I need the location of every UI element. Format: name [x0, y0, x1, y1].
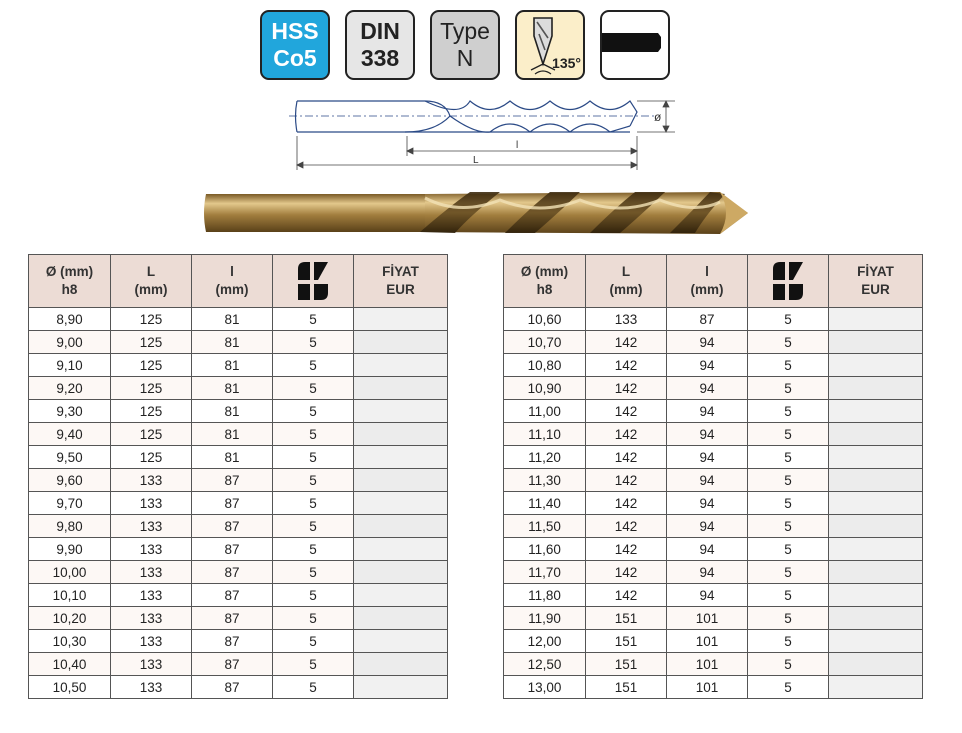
- table-row: [504, 561, 923, 584]
- diameter-cell: 9,30: [29, 400, 111, 423]
- flute-length-cell: 81: [192, 354, 273, 377]
- price-cell: [354, 607, 448, 630]
- diameter-cell: 11,80: [504, 584, 586, 607]
- package-quantity-cell: 5: [273, 561, 354, 584]
- price-cell: [354, 308, 448, 331]
- diameter-dimension-label: ø: [654, 110, 662, 124]
- package-quantity-cell: 5: [748, 561, 829, 584]
- diameter-cell: 11,50: [504, 515, 586, 538]
- diameter-column-header: [29, 255, 111, 308]
- cylindrical-shank-badge: [600, 10, 670, 80]
- flute-length-cell: 94: [667, 584, 748, 607]
- flute-length-cell: 94: [667, 423, 748, 446]
- point-angle-badge: [515, 10, 585, 80]
- drill-sizes-table-right: [503, 254, 923, 699]
- price-cell: [829, 492, 923, 515]
- total-length-cell: 125: [111, 423, 192, 446]
- flute-length-cell: 87: [192, 561, 273, 584]
- flute-length-cell: 94: [667, 446, 748, 469]
- diameter-cell: 9,10: [29, 354, 111, 377]
- package-quantity-cell: 5: [273, 423, 354, 446]
- price-header-line1: FİYAT: [857, 264, 894, 279]
- price-cell: [354, 676, 448, 699]
- package-quantity-cell: 5: [273, 538, 354, 561]
- package-quantity-cell: 5: [273, 607, 354, 630]
- flute-length-cell: 94: [667, 469, 748, 492]
- table-row: [504, 653, 923, 676]
- total-length-cell: 142: [586, 400, 667, 423]
- flute-length-header-line2: (mm): [690, 282, 724, 297]
- diameter-cell: 11,70: [504, 561, 586, 584]
- diameter-cell: 10,00: [29, 561, 111, 584]
- table-header-row: [29, 255, 448, 308]
- price-column-header: [354, 255, 448, 308]
- price-cell: [829, 377, 923, 400]
- total-length-header-line1: L: [146, 264, 156, 279]
- drill-sizes-table-left: [28, 254, 448, 699]
- diameter-cell: 11,10: [504, 423, 586, 446]
- table-row: [504, 607, 923, 630]
- diameter-cell: 9,80: [29, 515, 111, 538]
- table-row: [504, 400, 923, 423]
- diameter-cell: 11,30: [504, 469, 586, 492]
- total-length-cell: 133: [111, 584, 192, 607]
- diameter-cell: 10,50: [29, 676, 111, 699]
- diameter-cell: 9,60: [29, 469, 111, 492]
- price-cell: [354, 377, 448, 400]
- flute-length-cell: 94: [667, 354, 748, 377]
- package-quantity-cell: 5: [748, 354, 829, 377]
- package-quantity-cell: 5: [273, 400, 354, 423]
- package-quantity-cell: 5: [273, 492, 354, 515]
- total-length-cell: 133: [111, 492, 192, 515]
- package-quantity-cell: 5: [748, 630, 829, 653]
- table-row: [504, 446, 923, 469]
- table-row: [504, 423, 923, 446]
- package-quantity-cell: 5: [748, 653, 829, 676]
- table-row: [29, 653, 448, 676]
- type-badge-line1: Type: [440, 18, 490, 44]
- package-quantity-cell: 5: [273, 515, 354, 538]
- table-row: [29, 538, 448, 561]
- straight-shank-icon: [599, 9, 669, 79]
- table-row: [504, 308, 923, 331]
- diameter-cell: 10,60: [504, 308, 586, 331]
- package-quantity-cell: 5: [748, 400, 829, 423]
- standard-badge-line1: DIN: [360, 18, 400, 44]
- price-cell: [829, 446, 923, 469]
- price-cell: [354, 446, 448, 469]
- diameter-header-line2: h8: [61, 282, 78, 297]
- diameter-cell: 10,80: [504, 354, 586, 377]
- total-length-cell: 133: [111, 630, 192, 653]
- table-row: [29, 676, 448, 699]
- price-cell: [829, 584, 923, 607]
- price-cell: [829, 308, 923, 331]
- package-quantity-icon: [771, 260, 805, 302]
- package-quantity-cell: 5: [748, 676, 829, 699]
- diameter-cell: 11,60: [504, 538, 586, 561]
- total-length-cell: 142: [586, 492, 667, 515]
- table-row: [29, 561, 448, 584]
- table-row: [504, 676, 923, 699]
- diameter-cell: 8,90: [29, 308, 111, 331]
- diameter-cell: 10,10: [29, 584, 111, 607]
- total-length-cell: 125: [111, 400, 192, 423]
- total-length-cell: 142: [586, 515, 667, 538]
- price-column-header: [829, 255, 923, 308]
- package-quantity-cell: 5: [748, 423, 829, 446]
- flute-length-cell: 81: [192, 446, 273, 469]
- flute-length-cell: 94: [667, 561, 748, 584]
- table-row: [29, 469, 448, 492]
- package-quantity-icon: [296, 260, 330, 302]
- table-row: [29, 584, 448, 607]
- type-badge: [430, 10, 500, 80]
- table-row: [29, 515, 448, 538]
- package-quantity-cell: 5: [748, 607, 829, 630]
- package-quantity-cell: 5: [273, 377, 354, 400]
- flute-length-cell: 87: [192, 653, 273, 676]
- price-cell: [829, 630, 923, 653]
- diameter-cell: 11,90: [504, 607, 586, 630]
- diameter-cell: 9,00: [29, 331, 111, 354]
- package-quantity-column-header: [273, 255, 354, 308]
- package-quantity-cell: 5: [748, 538, 829, 561]
- diameter-cell: 10,70: [504, 331, 586, 354]
- package-quantity-cell: 5: [273, 446, 354, 469]
- total-length-dimension-label: L: [473, 155, 479, 166]
- total-length-cell: 125: [111, 446, 192, 469]
- flute-length-column-header: [192, 255, 273, 308]
- price-cell: [354, 584, 448, 607]
- package-quantity-cell: 5: [748, 492, 829, 515]
- total-length-cell: 133: [111, 538, 192, 561]
- flute-length-cell: 81: [192, 331, 273, 354]
- package-quantity-cell: 5: [273, 584, 354, 607]
- table-row: [504, 630, 923, 653]
- flute-length-cell: 101: [667, 607, 748, 630]
- price-cell: [354, 331, 448, 354]
- flute-length-column-header: [667, 255, 748, 308]
- diameter-cell: 11,40: [504, 492, 586, 515]
- total-length-cell: 151: [586, 676, 667, 699]
- total-length-cell: 125: [111, 331, 192, 354]
- price-cell: [829, 400, 923, 423]
- total-length-header-line2: (mm): [609, 282, 643, 297]
- table-row: [29, 308, 448, 331]
- table-row: [504, 538, 923, 561]
- flute-length-cell: 94: [667, 377, 748, 400]
- feature-badges: [260, 10, 670, 80]
- total-length-cell: 133: [586, 308, 667, 331]
- price-cell: [354, 561, 448, 584]
- diameter-cell: 13,00: [504, 676, 586, 699]
- diameter-cell: 10,40: [29, 653, 111, 676]
- package-quantity-cell: 5: [273, 676, 354, 699]
- diameter-header-line1: Ø (mm): [45, 264, 94, 279]
- total-length-cell: 133: [111, 653, 192, 676]
- price-cell: [354, 630, 448, 653]
- flute-length-cell: 94: [667, 515, 748, 538]
- package-quantity-cell: 5: [273, 469, 354, 492]
- price-cell: [354, 423, 448, 446]
- material-badge: [260, 10, 330, 80]
- total-length-cell: 133: [111, 561, 192, 584]
- total-length-cell: 142: [586, 538, 667, 561]
- price-cell: [829, 354, 923, 377]
- diameter-header-line1: Ø (mm): [520, 264, 569, 279]
- table-row: [29, 400, 448, 423]
- total-length-cell: 133: [111, 469, 192, 492]
- price-cell: [354, 538, 448, 561]
- total-length-header-line1: L: [621, 264, 631, 279]
- total-length-cell: 125: [111, 308, 192, 331]
- flute-length-cell: 87: [192, 538, 273, 561]
- total-length-cell: 151: [586, 607, 667, 630]
- total-length-cell: 133: [111, 607, 192, 630]
- table-body-left: [29, 308, 448, 699]
- package-quantity-cell: 5: [273, 331, 354, 354]
- diameter-cell: 10,20: [29, 607, 111, 630]
- diameter-header-line2: h8: [536, 282, 553, 297]
- diameter-cell: 9,50: [29, 446, 111, 469]
- price-header-line2: EUR: [386, 282, 415, 297]
- package-quantity-cell: 5: [748, 331, 829, 354]
- price-cell: [354, 400, 448, 423]
- flute-length-cell: 87: [192, 584, 273, 607]
- flute-length-cell: 87: [192, 676, 273, 699]
- table-row: [29, 331, 448, 354]
- package-quantity-cell: 5: [748, 377, 829, 400]
- diameter-cell: 10,90: [504, 377, 586, 400]
- material-badge-line2: Co5: [273, 45, 317, 71]
- total-length-column-header: [586, 255, 667, 308]
- total-length-cell: 125: [111, 354, 192, 377]
- total-length-header-line2: (mm): [134, 282, 168, 297]
- flute-length-cell: 87: [192, 492, 273, 515]
- total-length-cell: 151: [586, 630, 667, 653]
- total-length-cell: 133: [111, 676, 192, 699]
- total-length-cell: 142: [586, 446, 667, 469]
- diameter-cell: 12,50: [504, 653, 586, 676]
- price-cell: [829, 423, 923, 446]
- diameter-cell: 9,40: [29, 423, 111, 446]
- type-badge-line2: N: [456, 45, 474, 71]
- standard-badge: [345, 10, 415, 80]
- table-row: [504, 377, 923, 400]
- material-badge-line1: HSS: [271, 18, 319, 44]
- flute-length-cell: 94: [667, 331, 748, 354]
- table-row: [504, 492, 923, 515]
- flute-length-cell: 94: [667, 492, 748, 515]
- total-length-cell: 125: [111, 377, 192, 400]
- table-row: [504, 331, 923, 354]
- flute-length-cell: 101: [667, 653, 748, 676]
- total-length-cell: 151: [586, 653, 667, 676]
- table-row: [29, 446, 448, 469]
- price-cell: [829, 561, 923, 584]
- flute-length-cell: 101: [667, 676, 748, 699]
- table-row: [29, 607, 448, 630]
- price-cell: [829, 653, 923, 676]
- diameter-cell: 11,00: [504, 400, 586, 423]
- point-angle-label: 135°: [552, 55, 581, 71]
- flute-length-cell: 81: [192, 308, 273, 331]
- table-row: [504, 584, 923, 607]
- standard-badge-line2: 338: [360, 45, 400, 71]
- diameter-cell: 11,20: [504, 446, 586, 469]
- total-length-cell: 142: [586, 331, 667, 354]
- flute-length-cell: 101: [667, 630, 748, 653]
- diameter-cell: 9,20: [29, 377, 111, 400]
- flute-length-cell: 87: [192, 469, 273, 492]
- package-quantity-cell: 5: [748, 584, 829, 607]
- flute-length-cell: 94: [667, 538, 748, 561]
- package-quantity-cell: 5: [273, 354, 354, 377]
- price-cell: [829, 607, 923, 630]
- price-cell: [354, 469, 448, 492]
- diameter-cell: 12,00: [504, 630, 586, 653]
- price-cell: [354, 354, 448, 377]
- flute-length-cell: 81: [192, 400, 273, 423]
- table-row: [504, 515, 923, 538]
- table-row: [29, 423, 448, 446]
- package-quantity-cell: 5: [273, 630, 354, 653]
- total-length-cell: 142: [586, 354, 667, 377]
- table-row: [29, 354, 448, 377]
- table-row: [504, 354, 923, 377]
- diameter-column-header: [504, 255, 586, 308]
- table-header-row: [504, 255, 923, 308]
- diameter-cell: 9,90: [29, 538, 111, 561]
- package-quantity-cell: 5: [748, 308, 829, 331]
- price-cell: [354, 492, 448, 515]
- price-header-line2: EUR: [861, 282, 890, 297]
- table-body-right: [504, 308, 923, 699]
- price-header-line1: FİYAT: [382, 264, 419, 279]
- flute-length-cell: 81: [192, 377, 273, 400]
- flute-length-cell: 87: [192, 607, 273, 630]
- table-row: [504, 469, 923, 492]
- table-row: [29, 630, 448, 653]
- price-cell: [829, 538, 923, 561]
- flute-length-header-line2: (mm): [215, 282, 249, 297]
- flute-length-header-line1: l: [230, 264, 234, 279]
- package-quantity-cell: 5: [748, 515, 829, 538]
- price-cell: [829, 331, 923, 354]
- flute-length-header-line1: l: [705, 264, 709, 279]
- total-length-cell: 133: [111, 515, 192, 538]
- package-quantity-cell: 5: [748, 469, 829, 492]
- flute-length-cell: 94: [667, 400, 748, 423]
- total-length-cell: 142: [586, 584, 667, 607]
- diameter-cell: 9,70: [29, 492, 111, 515]
- total-length-cell: 142: [586, 377, 667, 400]
- package-quantity-cell: 5: [748, 446, 829, 469]
- drill-technical-drawing: [285, 94, 680, 174]
- table-row: [29, 492, 448, 515]
- table-row: [29, 377, 448, 400]
- package-quantity-column-header: [748, 255, 829, 308]
- total-length-cell: 142: [586, 469, 667, 492]
- drill-bit-image: [200, 186, 750, 240]
- flute-length-cell: 87: [192, 515, 273, 538]
- flute-length-dimension-label: l: [516, 140, 519, 151]
- price-cell: [829, 676, 923, 699]
- flute-length-cell: 87: [192, 630, 273, 653]
- total-length-cell: 142: [586, 561, 667, 584]
- flute-length-cell: 87: [667, 308, 748, 331]
- price-cell: [829, 515, 923, 538]
- package-quantity-cell: 5: [273, 308, 354, 331]
- price-cell: [354, 515, 448, 538]
- package-quantity-cell: 5: [273, 653, 354, 676]
- price-cell: [354, 653, 448, 676]
- diameter-cell: 10,30: [29, 630, 111, 653]
- flute-length-cell: 81: [192, 423, 273, 446]
- total-length-cell: 142: [586, 423, 667, 446]
- price-cell: [829, 469, 923, 492]
- total-length-column-header: [111, 255, 192, 308]
